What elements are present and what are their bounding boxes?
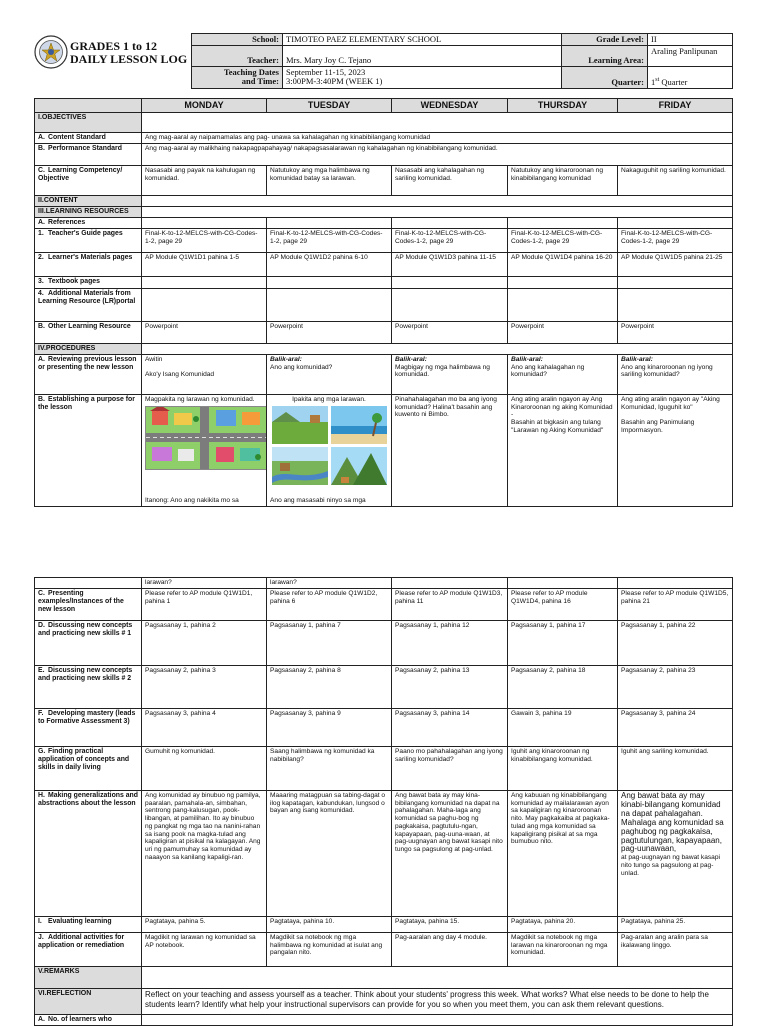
application-monday: Gumuhit ng komunidad. (142, 746, 267, 790)
references-text: References (48, 219, 86, 227)
reviewing-monday (142, 354, 267, 394)
reviewing-wednesday-label: Balik-aral: (395, 355, 427, 363)
teacher-value: Mrs. Mary Joy C. Tejano (283, 46, 562, 67)
continued-label-cell (35, 578, 142, 589)
purpose-thursday-line2: Basahin at bigkasin ang tulang "Larawan ng Aking Komunidad" (511, 419, 604, 434)
evaluating-num: I. (38, 917, 42, 925)
textbook-wednesday (392, 277, 508, 288)
teachers-guide-thursday: Final-K-to-12-MELCS-with-CG-Codes-1-2, page 29 (508, 229, 618, 253)
purpose-tuesday (267, 394, 392, 506)
references-wednesday (392, 218, 508, 229)
resources-heading: III.LEARNING RESOURCES (35, 207, 142, 218)
teaching-dates-label (192, 67, 283, 89)
additional-materials-num: 4. (38, 289, 44, 297)
purpose-tuesday-line1: Ipakita ang mga larawan. (292, 395, 366, 403)
resources-empty (142, 207, 733, 218)
reviewing-friday-label: Balik-aral: (621, 355, 653, 363)
teacher-label: Teacher: (192, 46, 283, 67)
learners-count-num: A. (38, 1015, 45, 1023)
lesson-log-table-page2 (34, 577, 733, 1026)
additional-materials-monday (142, 288, 267, 321)
teachers-guide-text: Teacher's Guide pages (48, 230, 123, 238)
performance-standard-value: Ang mag-aaral ay malikhaing nakapagpapahayag/ nakapagsasalarawan ng kahalagahan ng kinabibilangang komunidad. (142, 143, 733, 165)
discussing2-monday: Pagsasanay 2, pahina 3 (142, 665, 267, 708)
additional-activities-thursday: Magdikit sa notebook ng mga larawan na kinaroroonan ng mga komunidad. (508, 932, 618, 966)
presenting-text: Presenting examples/Instances of the new lesson (38, 589, 124, 614)
remarks-heading: V.REMARKS (35, 966, 142, 988)
mountain-image (331, 447, 387, 485)
textbook-label (35, 277, 142, 288)
river-village-image (272, 447, 328, 485)
content-standard-value: Ang mag-aaral ay naipamamalas ang pag- unawa sa kahalagahan ng kinabibilangang komunidad (142, 132, 733, 143)
community-map-image (145, 406, 267, 470)
corner-cell (35, 99, 142, 113)
mastery-tuesday: Pagsasanay 3, pahina 9 (267, 708, 392, 746)
content-heading: II.CONTENT (35, 195, 142, 206)
quarter-word: Quarter (659, 77, 688, 88)
teachers-guide-label (35, 229, 142, 253)
reflection-text: Reflect on your teaching and assess yourself as a teacher. Think about your students' progress this week. What works? What else needs to be done to help the students learn? Identify what help your instructional supervisors can provide for you so when you meet them, you can ask them relevant questions. (142, 988, 733, 1014)
reviewing-thursday-label: Balik-aral: (511, 355, 543, 363)
presenting-friday: Please refer to AP module Q1W1D5, pahina 21 (618, 588, 733, 620)
reviewing-num: A. (38, 355, 45, 363)
generalizations-label (35, 790, 142, 916)
generalizations-tuesday: Maaaring matagpuan sa tabing-dagat o ilog kapatagan, kabundukan, lungsod o bayan ang isang komunidad. (267, 790, 392, 916)
quarter-suffix: st (655, 77, 660, 84)
day-header-tuesday: TUESDAY (267, 99, 392, 113)
quarter-label: Quarter: (562, 67, 648, 89)
mastery-wednesday: Pagsasanay 3, pahina 14 (392, 708, 508, 746)
discussing2-num: E. (38, 666, 45, 674)
evaluating-thursday: Pagtataya, pahina 20. (508, 916, 618, 932)
purpose-friday-line1: Ang ating aralin ngayon ay "Aking Komunidad, Iguguhit ko" (621, 395, 720, 411)
reviewing-monday-line1: Awitin (145, 355, 163, 363)
additional-activities-wednesday: Pag-aaralan ang day 4 module. (392, 932, 508, 966)
generalizations-text: Making generalizations and abstractions about the lesson (38, 791, 138, 807)
beach-image (331, 406, 387, 444)
additional-activities-num: J. (38, 933, 44, 941)
reviewing-thursday (508, 354, 618, 394)
header-info-table (191, 33, 733, 89)
presenting-thursday: Please refer to AP module Q1W1D4, pahina 16 (508, 588, 618, 620)
reviewing-text: Reviewing previous lesson or presenting the new lesson (38, 355, 137, 371)
presenting-num: C. (38, 589, 45, 597)
other-resource-tuesday: Powerpoint (267, 321, 392, 343)
reviewing-friday-text: Ano ang kinaroroonan ng iyong sariling komunidad? (621, 363, 713, 379)
school-label: School: (192, 34, 283, 46)
teaching-dates-value (283, 67, 562, 89)
reflection-heading: VI.REFLECTION (35, 988, 142, 1014)
reviewing-tuesday (267, 354, 392, 394)
grade-level-value: II (648, 34, 733, 46)
presenting-wednesday: Please refer to AP module Q1W1D3, pahina 11 (392, 588, 508, 620)
evaluating-wednesday: Pagtataya, pahina 15. (392, 916, 508, 932)
learners-materials-text: Learner's Materials pages (48, 254, 133, 262)
purpose-monday-line1: Magpakita ng larawan ng komunidad. (145, 395, 255, 403)
additional-materials-thursday (508, 288, 618, 321)
other-resource-text: Other Learning Resource (48, 322, 131, 330)
application-friday: Iguhit ang sariling komunidad. (618, 746, 733, 790)
generalizations-monday: Ang komunidad ay binubuo ng pamilya, paaralan, pamahala-an, simbahan, sentrong pang-kalusugan, pook-libangan, at pamilihan. Ito ay binubuo ng pangkat ng mga tao na nanini-rahan sa isang pook na magka-tulad ang kapaligiran at pisikal na kalagayan. Ang uri ng pamumuhay sa komunidad ay naaayon sa kanilang kapaligi-ran. (142, 790, 267, 916)
discussing1-label (35, 620, 142, 665)
discussing1-tuesday: Pagsasanay 1, pahina 7 (267, 620, 392, 665)
day-header-thursday: THURSDAY (508, 99, 618, 113)
additional-activities-tuesday: Magdikit sa notebook ng mga halimbawa ng komunidad at isulat ang pangalan nito. (267, 932, 392, 966)
discussing2-thursday: Pagsasanay 2, pahina 18 (508, 665, 618, 708)
additional-activities-monday: Magdikit ng larawan ng komunidad sa AP notebook. (142, 932, 267, 966)
presenting-tuesday: Please refer to AP module Q1W1D2, pahina 6 (267, 588, 392, 620)
discussing2-label (35, 665, 142, 708)
performance-standard-text: Performance Standard (48, 144, 122, 152)
additional-materials-text: Additional Materials from Learning Resource (LR)portal (38, 289, 136, 305)
other-resource-num: B. (38, 322, 45, 330)
other-resource-thursday: Powerpoint (508, 321, 618, 343)
content-standard-num: A. (38, 133, 45, 141)
teachers-guide-monday: Final-K-to-12-MELCS-with-CG-Codes-1-2, page 29 (142, 229, 267, 253)
performance-standard-num: B. (38, 144, 45, 152)
teaching-dates-line1: September 11-15, 2023 (286, 67, 366, 77)
additional-activities-label (35, 932, 142, 966)
discussing2-wednesday: Pagsasanay 2, pahina 13 (392, 665, 508, 708)
textbook-monday (142, 277, 267, 288)
objectives-heading: I.OBJECTIVES (35, 112, 142, 132)
purpose-friday-line2: Basahin ang Panimulang Impormasyon. (621, 419, 695, 434)
teaching-dates-label-line1: Teaching Dates (223, 67, 279, 77)
discussing1-thursday: Pagsasanay 1, pahina 17 (508, 620, 618, 665)
other-resource-label (35, 321, 142, 343)
purpose-thursday-dash: - (511, 411, 514, 419)
presenting-label (35, 588, 142, 620)
continued-monday: larawan? (142, 578, 267, 589)
discussing1-wednesday: Pagsasanay 1, pahina 12 (392, 620, 508, 665)
procedures-heading: IV.PROCEDURES (35, 343, 142, 354)
discussing1-friday: Pagsasanay 1, pahina 22 (618, 620, 733, 665)
mastery-text: Developing mastery (leads to Formative Assessment 3) (38, 709, 136, 725)
references-label (35, 218, 142, 229)
teachers-guide-wednesday: Final-K-to-12-MELCS-with-CG-Codes-1-2, page 29 (392, 229, 508, 253)
performance-standard-label (35, 143, 142, 165)
purpose-wednesday: Pinahahalagahan mo ba ang iyong komunidad? Halina't basahin ang kuwento ni Bimbo. (392, 394, 508, 506)
mastery-label (35, 708, 142, 746)
learners-materials-friday: AP Module Q1W1D5 pahina 21-25 (618, 253, 733, 277)
continued-tuesday: larawan? (267, 578, 392, 589)
textbook-friday (618, 277, 733, 288)
competency-friday: Nakaguguhit ng sariling komunidad. (618, 165, 733, 195)
additional-materials-label (35, 288, 142, 321)
reviewing-tuesday-label: Balik-aral: (270, 355, 302, 363)
discussing2-text: Discussing new concepts and practicing new skills # 2 (38, 666, 133, 682)
additional-activities-text: Additional activities for application or remediation (38, 933, 125, 949)
purpose-num: B. (38, 395, 45, 403)
references-tuesday (267, 218, 392, 229)
other-resource-wednesday: Powerpoint (392, 321, 508, 343)
learners-materials-wednesday: AP Module Q1W1D3 pahina 11-15 (392, 253, 508, 277)
objectives-empty (142, 112, 733, 132)
reviewing-thursday-text: Ano ang kahalagahan ng komunidad? (511, 363, 585, 379)
evaluating-tuesday: Pagtataya, pahina 10. (267, 916, 392, 932)
generalizations-num: H. (38, 791, 45, 799)
other-resource-monday: Powerpoint (142, 321, 267, 343)
application-tuesday: Saang halimbawa ng komunidad ka nabibilang? (267, 746, 392, 790)
reviewing-label (35, 354, 142, 394)
quarter-value (648, 67, 733, 89)
additional-materials-wednesday (392, 288, 508, 321)
mastery-monday: Pagsasanay 3, pahina 4 (142, 708, 267, 746)
application-num: G. (38, 747, 46, 755)
header-title-line2: DAILY LESSON LOG (70, 52, 188, 66)
learners-materials-thursday: AP Module Q1W1D4 pahina 16-20 (508, 253, 618, 277)
generalizations-friday-main: Ang bawat bata ay may kinabi-bilangang komunidad na dapat pahalagahan. Mahalaga ang komunidad sa paghubog ng pagkakaisa, pagtutulungan, kapayapaan, pag-uunawaan, (621, 790, 724, 854)
reviewing-wednesday (392, 354, 508, 394)
continued-wednesday (392, 578, 508, 589)
learners-materials-label (35, 253, 142, 277)
application-text: Finding practical application of concepts and skills in daily living (38, 747, 130, 772)
purpose-thursday (508, 394, 618, 506)
competency-tuesday: Natutukoy ang mga halimbawa ng komunidad batay sa larawan. (267, 165, 392, 195)
purpose-label (35, 394, 142, 506)
application-thursday: Iguhit ang kinaroroonan ng kinabibilangang komunidad. (508, 746, 618, 790)
learners-count-text: No. of learners who (48, 1015, 112, 1023)
content-standard-label (35, 132, 142, 143)
remarks-value (142, 966, 733, 988)
header-logo-block (34, 33, 190, 89)
generalizations-friday-small: at pag-uugnayan ng bawat kasapi nito tungo sa pagsulong at pag-unlad. (621, 854, 720, 877)
additional-materials-tuesday (267, 288, 392, 321)
textbook-thursday (508, 277, 618, 288)
evaluating-monday: Pagtataya, pahina 5. (142, 916, 267, 932)
teachers-guide-num: 1. (38, 230, 44, 238)
discussing1-text: Discussing new concepts and practicing new skills # 1 (38, 621, 133, 637)
discussing2-tuesday: Pagsasanay 2, pahina 8 (267, 665, 392, 708)
day-header-friday: FRIDAY (618, 99, 733, 113)
teaching-dates-line2: 3:00PM-3:40PM (WEEK 1) (286, 75, 383, 86)
learning-area-label: Learning Area: (562, 46, 648, 67)
learners-materials-monday: AP Module Q1W1D1 pahina 1-5 (142, 253, 267, 277)
competency-wednesday: Nasasabi ang kahalagahan ng sariling komunidad. (392, 165, 508, 195)
mastery-num: F. (38, 709, 44, 717)
grade-level-label: Grade Level: (562, 34, 648, 46)
discussing2-friday: Pagsasanay 2, pahina 23 (618, 665, 733, 708)
learners-materials-tuesday: AP Module Q1W1D2 pahina 6-10 (267, 253, 392, 277)
teaching-dates-label-line2: and Time: (241, 75, 279, 86)
generalizations-thursday: Ang kabuuan ng kinabibilangang komunidad ay mailalarawan ayon sa kapaligiran ng kinaroroonan nito. May pagkakaiba at pagkaka-tulad ang mga komunidad sa kapaligirang pisikal at sa mga bumubuo nito. (508, 790, 618, 916)
references-thursday (508, 218, 618, 229)
purpose-friday (618, 394, 733, 506)
reviewing-tuesday-text: Ano ang komunidad? (270, 363, 333, 371)
school-value: TIMOTEO PAEZ ELEMENTARY SCHOOL (283, 34, 562, 46)
evaluating-label (35, 916, 142, 932)
deped-seal-icon (34, 35, 68, 69)
purpose-tuesday-line2: Ano ang masasabi ninyo sa mga (270, 497, 366, 505)
learning-area-value: Araling Panlipunan (648, 46, 733, 67)
competency-label (35, 165, 142, 195)
application-label (35, 746, 142, 790)
textbook-tuesday (267, 277, 392, 288)
reviewing-monday-line2: Ako'y Isang Komunidad (145, 371, 215, 379)
purpose-text: Establishing a purpose for the lesson (38, 395, 135, 411)
purpose-thursday-line1: Ang ating aralin ngayon ay Ang Kinaroroonan ng aking Komunidad (511, 395, 613, 411)
mastery-thursday: Gawain 3, pahina 19 (508, 708, 618, 746)
references-friday (618, 218, 733, 229)
purpose-monday-line2: Itanong: Ano ang nakikita mo sa (145, 497, 239, 505)
competency-monday: Nasasabi ang payak na kahulugan ng komunidad. (142, 165, 267, 195)
teachers-guide-tuesday: Final-K-to-12-MELCS-with-CG-Codes-1-2, page 29 (267, 229, 392, 253)
header-title-line1: GRADES 1 to 12 (70, 39, 158, 53)
discussing1-monday: Pagsasanay 1, pahina 2 (142, 620, 267, 665)
continued-friday (618, 578, 733, 589)
references-monday (142, 218, 267, 229)
generalizations-friday (618, 790, 733, 916)
references-num: A. (38, 219, 45, 227)
reviewing-friday (618, 354, 733, 394)
discussing1-num: D. (38, 621, 45, 629)
teachers-guide-friday: Final-K-to-12-MELCS-with-CG-Codes-1-2, page 29 (618, 229, 733, 253)
day-header-monday: MONDAY (142, 99, 267, 113)
community-map-illustration (146, 407, 266, 469)
rice-field-image (272, 406, 328, 444)
mastery-friday: Pagsasanay 3, pahina 24 (618, 708, 733, 746)
competency-thursday: Natutukoy ang kinaroroonan ng kinabibilangang komunidad (508, 165, 618, 195)
additional-activities-friday: Pag-aralan ang aralin para sa ikalawang linggo. (618, 932, 733, 966)
evaluating-text: Evaluating learning (48, 917, 112, 925)
quarter-number: 1 (651, 77, 656, 88)
purpose-monday (142, 394, 267, 506)
day-header-wednesday: WEDNESDAY (392, 99, 508, 113)
content-empty (142, 195, 733, 206)
presenting-monday: Please refer to AP module Q1W1D1, pahina 1 (142, 588, 267, 620)
continued-thursday (508, 578, 618, 589)
evaluating-friday: Pagtataya, pahina 25. (618, 916, 733, 932)
textbook-num: 3. (38, 278, 44, 286)
application-wednesday: Paano mo pahahalagahan ang iyong sariling komunidad? (392, 746, 508, 790)
textbook-text: Textbook pages (48, 278, 100, 286)
content-standard-text: Content Standard (48, 133, 106, 141)
procedures-empty (142, 343, 733, 354)
reviewing-wednesday-text: Magbigay ng mga halimbawa ng komunidad. (395, 363, 490, 379)
learners-materials-num: 2. (38, 254, 44, 262)
other-resource-friday: Powerpoint (618, 321, 733, 343)
generalizations-wednesday: Ang bawat bata ay may kina-bibilangang komunidad na dapat na pahalagahan. Maha-laga ang komunidad sa paghu-bog ng pagkakaisa, pagtutulu-ngan, kapayapaan, pag-uuna-waan, at pag-uugnayan ang bawat kasapi nito tungo sa pagsulong at pag-unlad. (392, 790, 508, 916)
competency-num: C. (38, 166, 45, 174)
additional-materials-friday (618, 288, 733, 321)
community-examples-images (270, 406, 388, 486)
lesson-log-table-page1 (34, 98, 733, 507)
competency-text: Learning Competency/ Objective (38, 166, 123, 182)
